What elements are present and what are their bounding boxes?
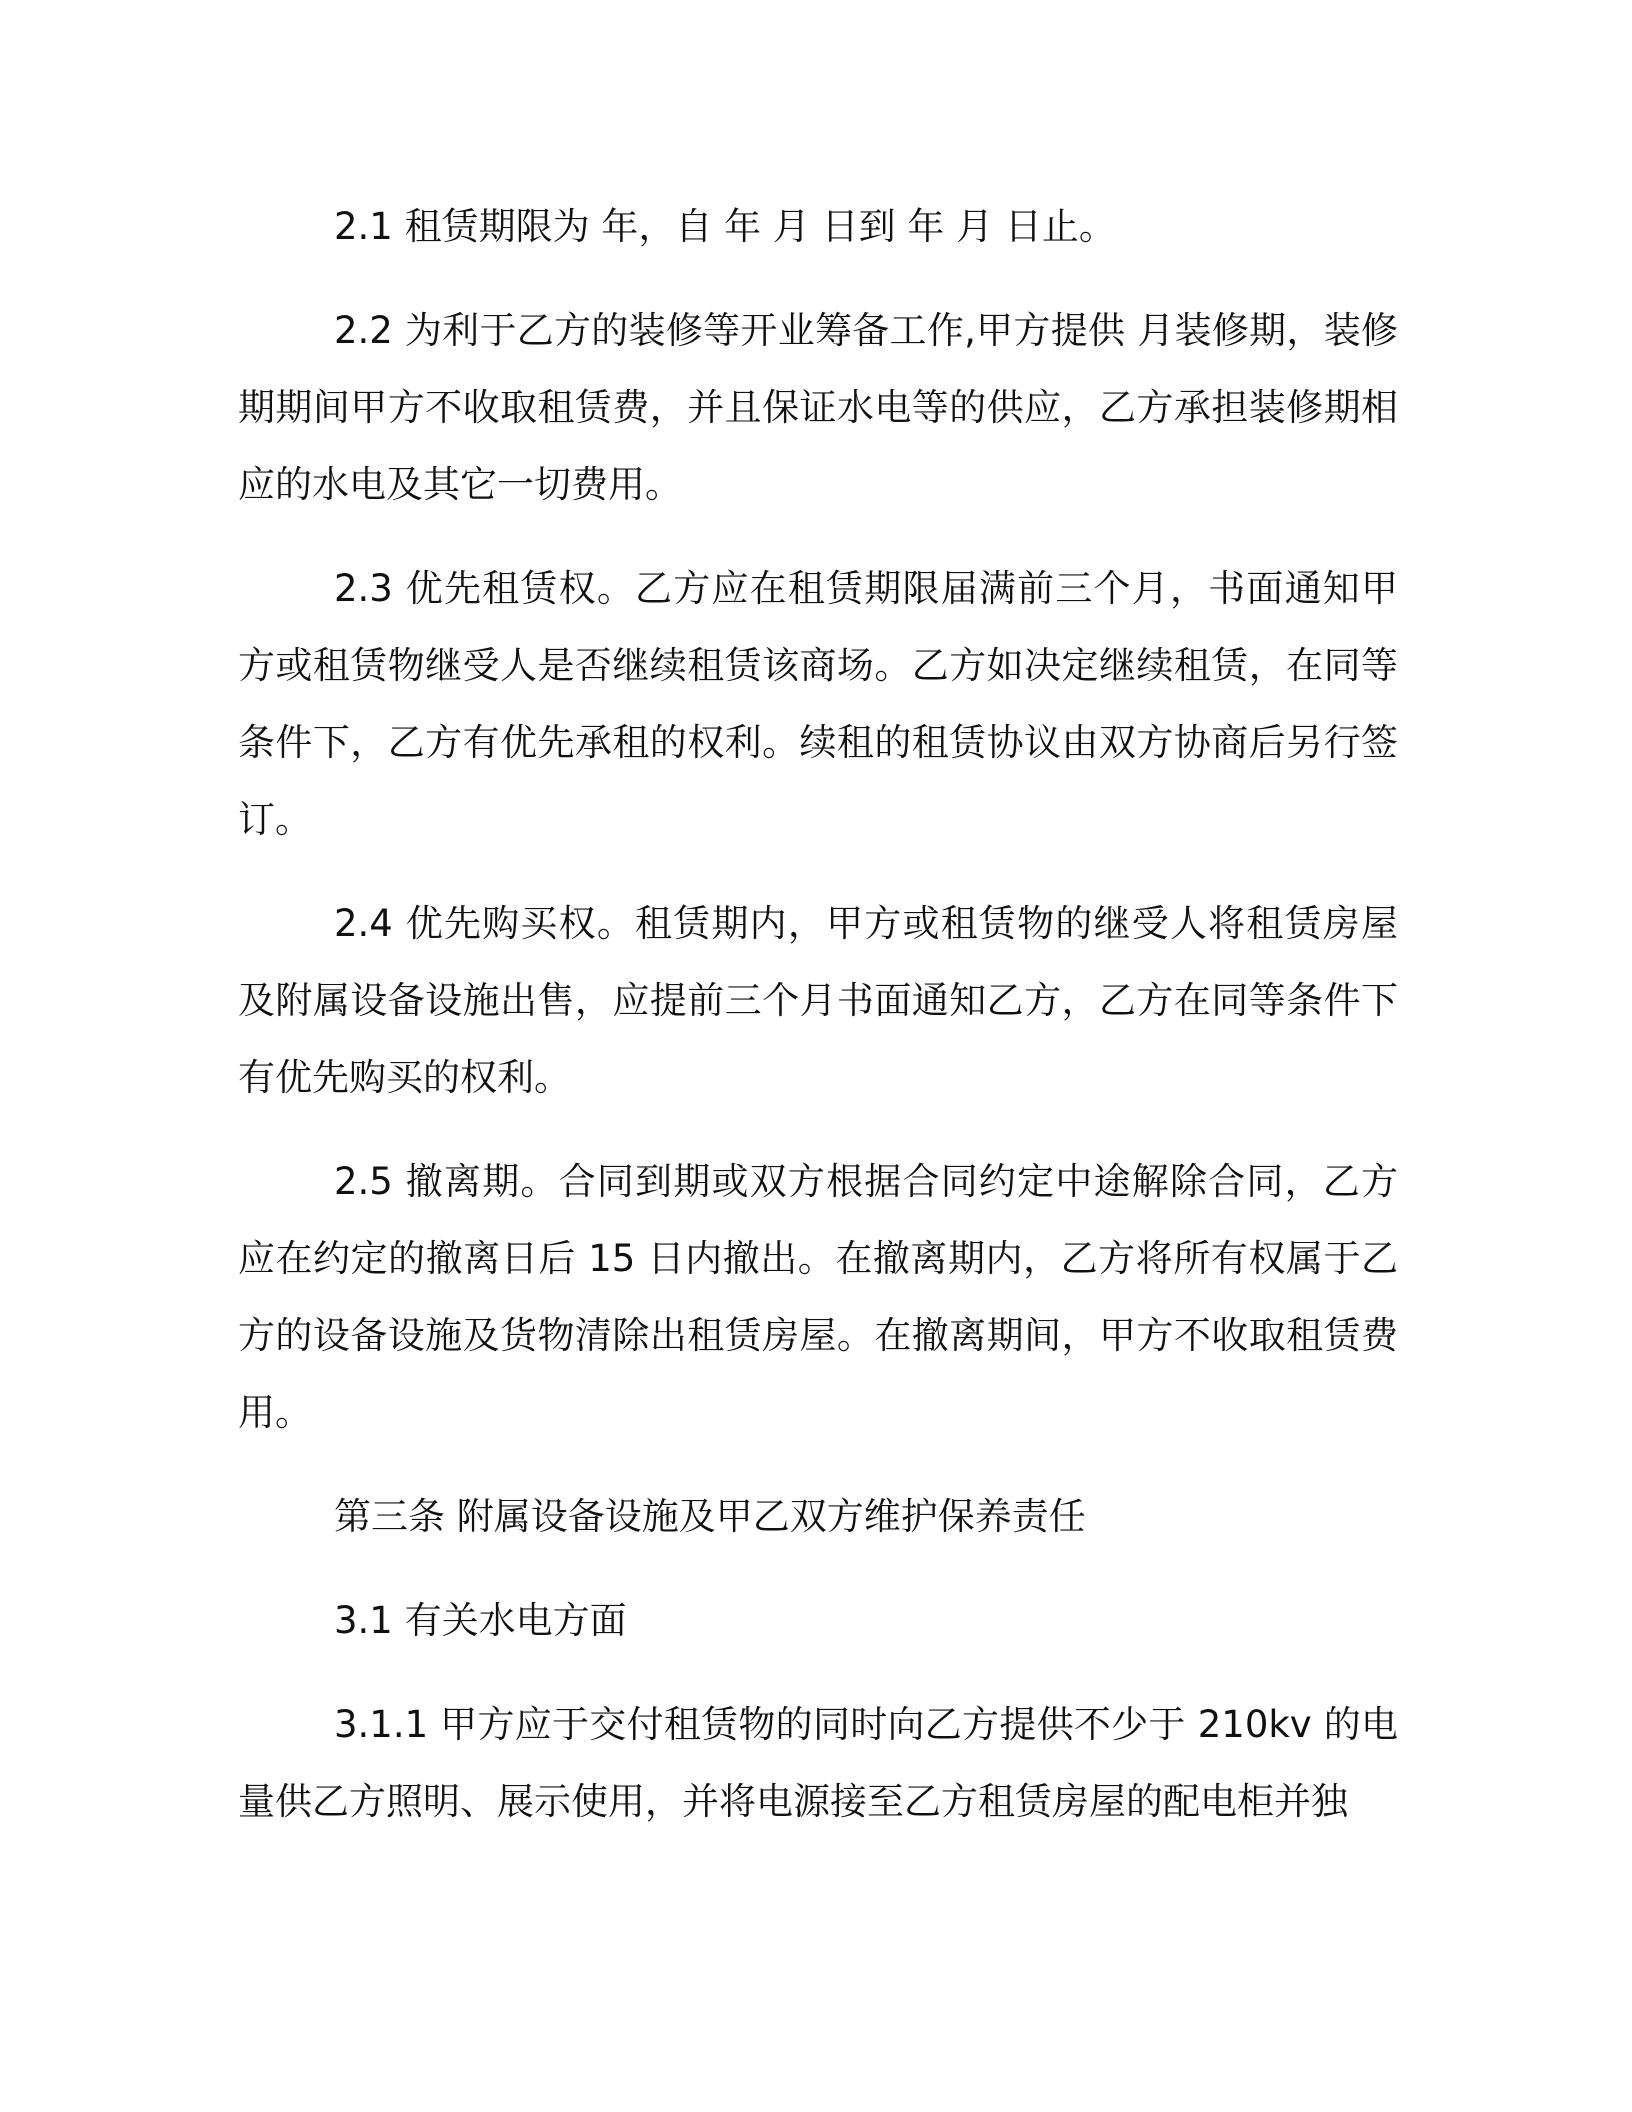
section-3-1-heading: 3.1 有关水电方面 [334,1599,627,1642]
clause-2-3: 2.3 优先租赁权。乙方应在租赁期限届满前三个月，书面通知甲方或租赁物继受人是否继续租赁该商场。乙方如决定继续租赁，在同等条件下，乙方有优先承租的权利。续租的租赁协议由双方协商后另行签订。 [238,567,1398,841]
clause-2-1: 2.1 租赁期限为 年，自 年 月 日到 年 月 日止。 [334,205,1116,248]
clause-2-5: 2.5 撤离期。合同到期或双方根据合同约定中途解除合同，乙方应在约定的撤离日后 15 日内撤出。在撤离期内，乙方将所有权属于乙方的设备设施及货物清除出租赁房屋。在撤离期间，甲方不收取租赁费用。 [238,1160,1398,1434]
document-body [238,188,1398,1867]
clause-3-1-1: 3.1.1 甲方应于交付租赁物的同时向乙方提供不少于 210kv 的电量供乙方照明、展示使用，并将电源接至乙方租赁房屋的配电柜并独 [238,1703,1398,1823]
clause-2-4: 2.4 优先购买权。租赁期内，甲方或租赁物的继受人将租赁房屋及附属设备设施出售，应提前三个月书面通知乙方，乙方在同等条件下有优先购买的权利。 [238,902,1398,1099]
article-3-heading: 第三条 附属设备设施及甲乙双方维护保养责任 [334,1495,1086,1538]
clause-2-2: 2.2 为利于乙方的装修等开业筹备工作,甲方提供 月装修期，装修期期间甲方不收取租赁费，并且保证水电等的供应，乙方承担装修期相应的水电及其它一切费用。 [238,309,1398,506]
